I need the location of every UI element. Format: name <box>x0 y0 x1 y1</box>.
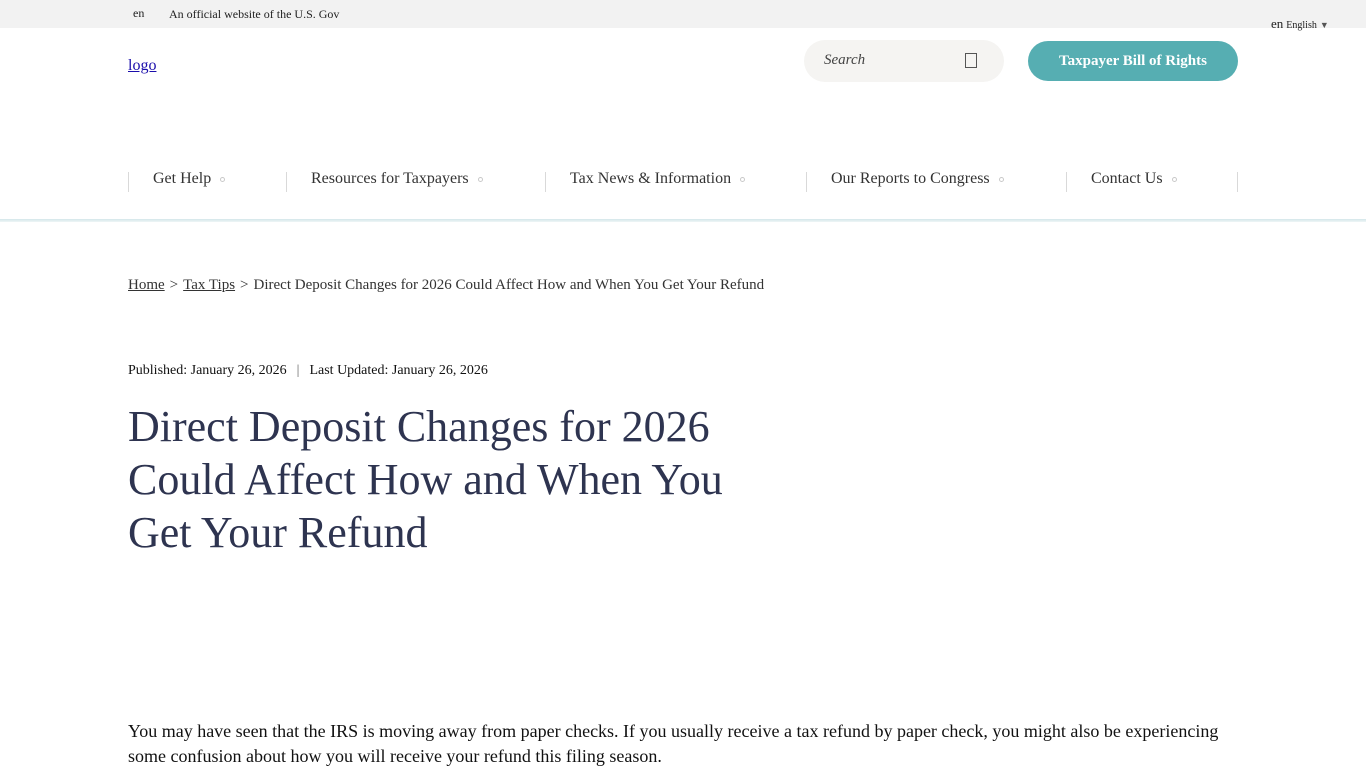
search-icon[interactable] <box>965 53 977 68</box>
chevron-down-icon <box>1172 177 1177 182</box>
nav-divider <box>1066 172 1067 192</box>
nav-item-resources-for-taxpayers[interactable] <box>311 170 483 188</box>
chevron-down-icon <box>220 177 225 182</box>
nav-divider <box>545 172 546 192</box>
nav-item-label: Get Help <box>153 170 212 187</box>
official-website-text: An official website of the U.S. Gov <box>169 7 340 21</box>
article-intro: You may have seen that the IRS is moving away from paper checks. If you usually receive a tax refund by paper check, you might also be experiencing some confusion about how you will receive your refund this filing season. <box>128 721 1219 766</box>
language-selector[interactable] <box>1271 16 1329 32</box>
site-logo[interactable]: logo <box>128 57 157 74</box>
chevron-down-icon <box>478 177 483 182</box>
article-dates <box>128 363 488 379</box>
nav-divider <box>286 172 287 192</box>
breadcrumb-separator: > <box>169 277 179 293</box>
flag-icon: en <box>1271 16 1284 31</box>
language-label: English <box>1286 20 1317 31</box>
flag-icon: en <box>133 6 145 20</box>
date-divider: | <box>296 363 300 378</box>
main-navigation <box>128 160 1238 200</box>
nav-divider <box>128 172 129 192</box>
chevron-down-icon: ▼ <box>1319 20 1329 30</box>
nav-item-get-help[interactable] <box>153 170 225 188</box>
nav-item-tax-news-information[interactable] <box>570 170 745 188</box>
nav-item-label: Our Reports to Congress <box>831 170 990 187</box>
nav-item-contact-us[interactable] <box>1091 170 1177 188</box>
taxpayer-bill-of-rights-button[interactable]: Taxpayer Bill of Rights <box>1028 41 1238 81</box>
breadcrumb-current: Direct Deposit Changes for 2026 Could Affect How and When You Get Your Refund <box>253 277 765 293</box>
nav-divider <box>806 172 807 192</box>
chevron-down-icon <box>999 177 1004 182</box>
breadcrumb <box>128 277 764 294</box>
breadcrumb-home-link[interactable]: Home <box>128 277 165 293</box>
page-title: Direct Deposit Changes for 2026 Could Affect How and When You Get Your Refund <box>128 402 723 557</box>
search-box[interactable] <box>804 40 1004 82</box>
nav-divider <box>1237 172 1238 192</box>
official-banner <box>0 0 1366 28</box>
updated-date: Last Updated: January 26, 2026 <box>309 363 488 378</box>
search-input[interactable]: Search <box>824 52 866 68</box>
chevron-down-icon <box>740 177 745 182</box>
published-date: Published: January 26, 2026 <box>128 363 287 378</box>
nav-item-reports-to-congress[interactable] <box>831 170 1004 188</box>
nav-item-label: Contact Us <box>1091 170 1163 187</box>
breadcrumb-separator: > <box>240 277 249 293</box>
breadcrumb-tax-tips-link[interactable]: Tax Tips <box>183 277 236 293</box>
header-divider <box>0 219 1366 222</box>
nav-item-label: Tax News & Information <box>570 170 732 187</box>
nav-item-label: Resources for Taxpayers <box>311 170 469 187</box>
